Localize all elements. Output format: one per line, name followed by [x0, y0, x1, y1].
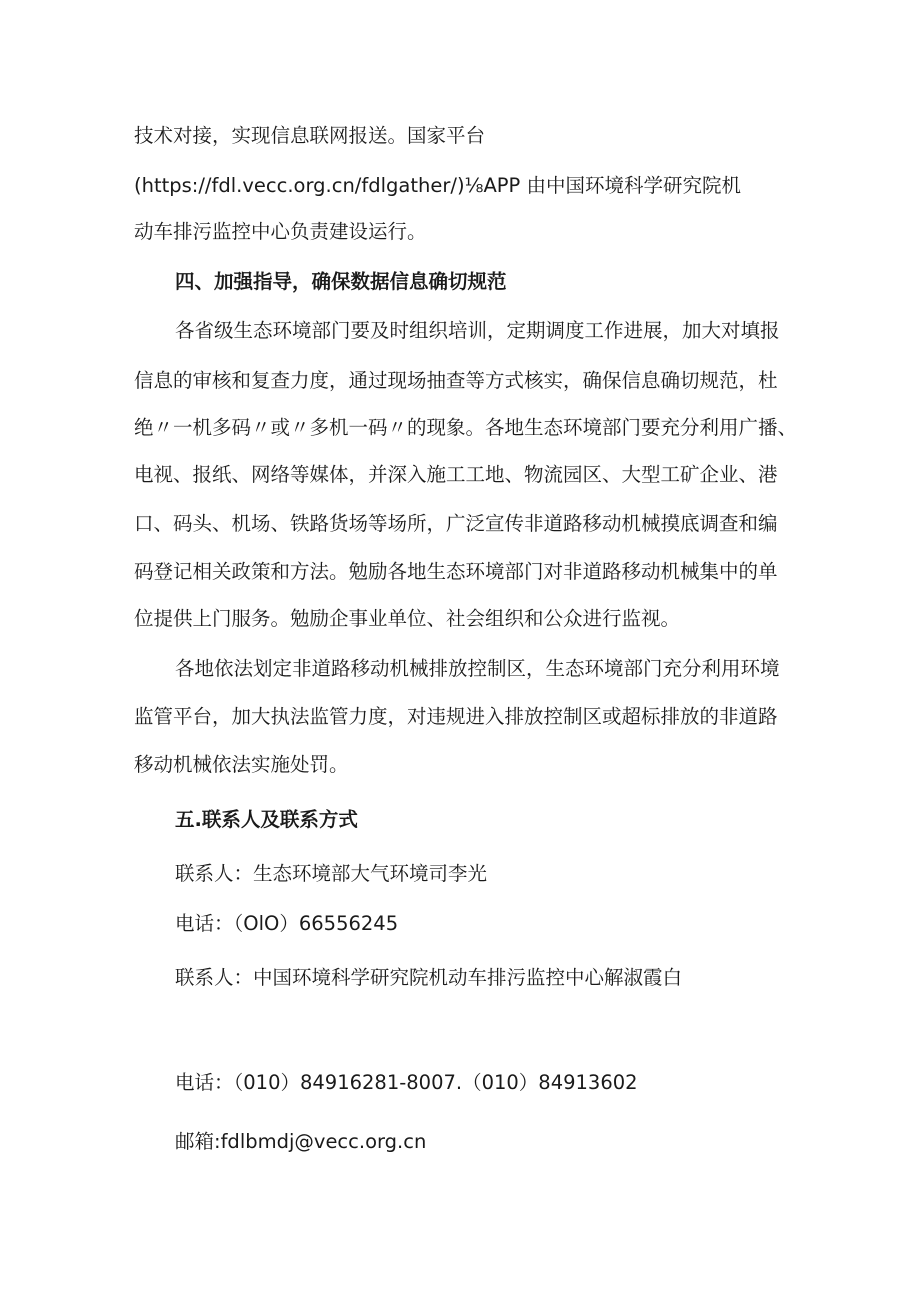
- section-4-heading: 四、加强指导，确保数据信息确切规范: [175, 270, 507, 293]
- contact-phone: 电话：（OlO）66556245: [175, 912, 399, 935]
- paragraph-line: 口、码头、机场、铁路货场等场所，广泛宣传非道路移动机械摸底调查和编: [134, 512, 778, 535]
- section-5-heading: 五.联系人及联系方式: [175, 808, 358, 831]
- text-line: 技术对接，实现信息联网报送。国家平台: [134, 124, 486, 147]
- paragraph-line: 位提供上门服务。勉励企事业单位、社会组织和公众进行监视。: [134, 607, 681, 630]
- paragraph-line: 绝〃一机多码〃或〃多机一码〃的现象。各地生态环境部门要充分利用广播、: [134, 416, 798, 439]
- paragraph-line: 码登记相关政策和方法。勉励各地生态环境部门对非道路移动机械集中的单: [134, 560, 778, 583]
- contact-email: 邮箱:fdlbmdj@vecc.org.cn: [175, 1130, 427, 1153]
- paragraph-line: 电视、报纸、网络等媒体，并深入施工工地、物流园区、大型工矿企业、港: [134, 463, 778, 486]
- paragraph-line: 各地依法划定非道路移动机械排放控制区，生态环境部门充分利用环境: [175, 657, 780, 680]
- contact-name: 联系人：生态环境部大气环境司李光: [175, 862, 488, 885]
- contact-phone: 电话：（010）84916281-8007.（010）84913602: [175, 1071, 638, 1094]
- paragraph-line: 移动机械依法实施处罚。: [134, 753, 349, 776]
- paragraph-line: 监管平台，加大执法监管力度，对违规进入排放控制区或超标排放的非道路: [134, 705, 778, 728]
- paragraph-line: 信息的审核和复查力度，通过现场抽查等方式核实，确保信息确切规范，杜: [134, 369, 778, 392]
- text-line: 动车排污监控中心负责建设运行。: [134, 220, 427, 243]
- contact-name: 联系人：中国环境科学研究院机动车排污监控中心解淑霞白: [175, 966, 683, 989]
- text-line: (https://fdl.vecc.org.cn/fdlgather/)⅛APP 由中国环境科学研究院机: [134, 174, 742, 197]
- paragraph-line: 各省级生态环境部门要及时组织培训，定期调度工作进展，加大对填报: [175, 319, 780, 342]
